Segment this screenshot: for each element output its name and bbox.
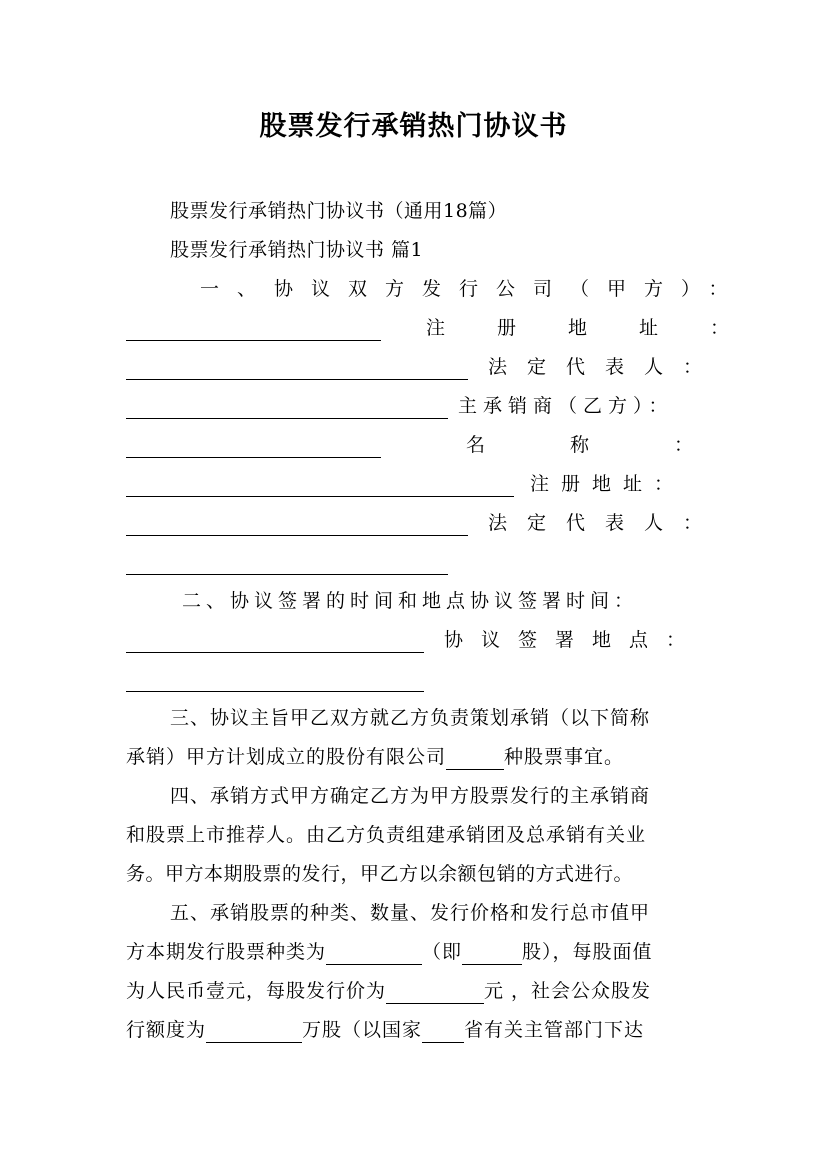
s2-heading: 二、协议签署的时间和地点协议签署时间： [182, 590, 639, 612]
s5-line-1: 五、承销股票的种类、数量、发行价格和发行总市值甲 [170, 902, 651, 924]
legal-rep-2-blank [126, 554, 448, 575]
reg-addr-2-blank [126, 515, 468, 536]
s1-heading-text: 一、协议双方发行公司（甲方）： [200, 278, 746, 300]
s5-line-3 [126, 978, 690, 1004]
stock-type-blank [446, 749, 504, 770]
party-a-name-blank [126, 320, 381, 341]
s2-row-place-blank [126, 666, 690, 692]
underwriter-label: 主承销商（乙方）： [458, 395, 674, 417]
s5-line-4-a: 行额度为 [126, 1019, 207, 1041]
share-class-blank [462, 944, 522, 965]
legal-rep-blank [126, 398, 448, 419]
s1-row-underwriter [126, 393, 690, 419]
s3-line-2-b: 种股票事宜。 [504, 746, 625, 768]
province-blank [422, 1022, 464, 1043]
underwriter-blank [126, 437, 381, 458]
legal-rep-label: 法定代表人： [488, 356, 723, 378]
reg-addr-2-label: 注册地址： [530, 473, 686, 495]
issue-price-blank [386, 983, 484, 1004]
s5-line-4-c: 省有关主管部门下达 [464, 1019, 645, 1041]
sign-time-blank [126, 632, 424, 653]
subtitle-part-1: 股票发行承销热门协议书 篇1 [170, 239, 424, 261]
s3-line-1: 三、协议主旨甲乙双方就乙方负责策划承销（以下简称 [170, 707, 651, 729]
s2-row-place [126, 627, 704, 653]
issue-amount-blank [206, 1022, 302, 1043]
s4-line-1: 四、承销方式甲方确定乙方为甲方股票发行的主承销商 [170, 785, 651, 807]
s1-row-legal-rep-2 [126, 510, 723, 536]
s5-line-3-a: 为人民币壹元，每股发行价为 [126, 980, 387, 1002]
s1-row-reg-addr [126, 315, 782, 341]
s1-row-last-blank [126, 549, 690, 575]
s4-line-2: 和股票上市推荐人。由乙方负责组建承销团及总承销有关业 [126, 824, 647, 846]
name-label: 名称： [466, 434, 779, 456]
sign-place-blank [126, 671, 424, 692]
s5-line-4 [126, 1017, 690, 1043]
s5-line-2-c: 股），每股面值 [522, 941, 653, 963]
name-blank [126, 476, 514, 497]
s1-row-reg-addr-2 [126, 471, 690, 497]
legal-rep-2-label: 法定代表人： [488, 512, 723, 534]
s3-line-2 [126, 744, 690, 770]
s4-line-3: 务。甲方本期股票的发行，甲乙方以余额包销的方式进行。 [126, 863, 634, 885]
s5-line-2-a: 方本期发行股票种类为 [126, 941, 327, 963]
sign-place-label: 协议签署地点： [444, 629, 704, 651]
document-title: 股票发行承销热门协议书 [259, 111, 568, 142]
reg-addr-blank [126, 359, 468, 380]
s5-line-2-b: （即 [422, 941, 463, 963]
reg-addr-label: 注册地址： [426, 317, 782, 339]
s1-row-name [126, 432, 779, 458]
s5-line-3-b: 元 ，社会公众股发 [484, 980, 652, 1002]
s5-line-2 [126, 939, 690, 965]
s1-heading [200, 276, 746, 302]
s3-line-2-a: 承销）甲方计划成立的股份有限公司 [126, 746, 447, 768]
subtitle-collection: 股票发行承销热门协议书（通用18篇） [170, 200, 508, 222]
s5-line-4-b: 万股（以国家 [302, 1019, 423, 1041]
s1-row-legal-rep [126, 354, 723, 380]
share-type-blank [326, 944, 422, 965]
